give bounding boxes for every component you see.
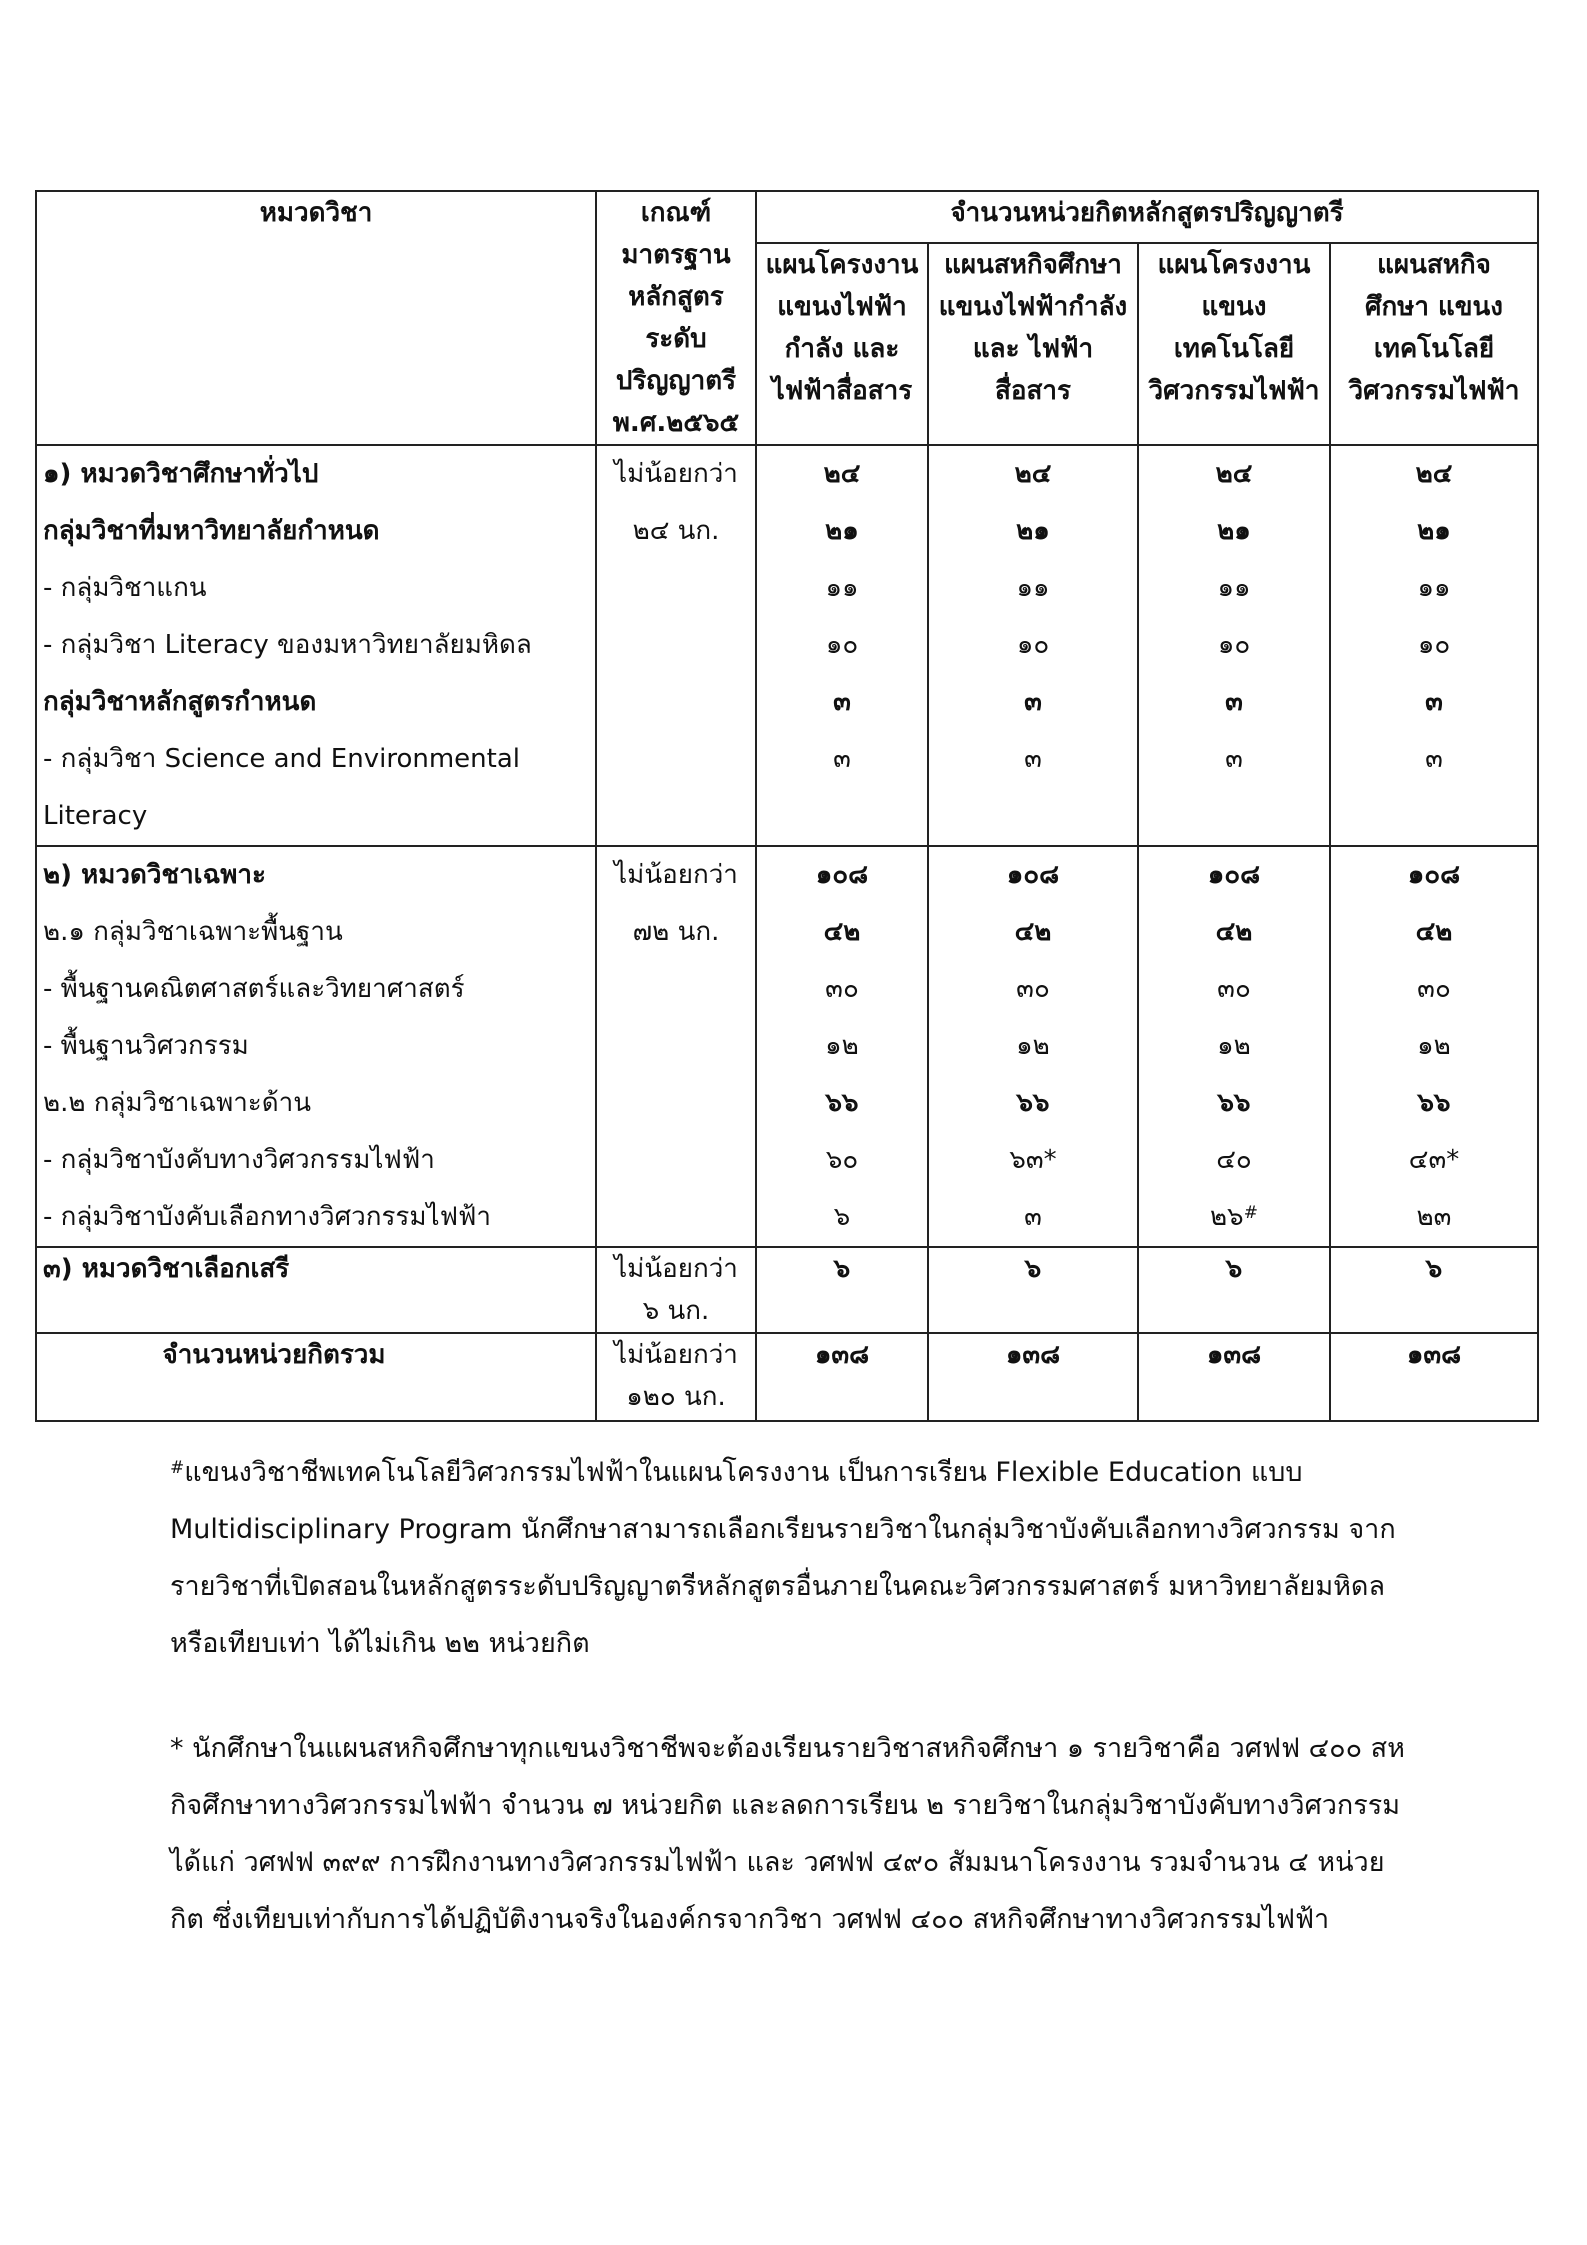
header-plan-line: ไฟฟ้าสื่อสาร	[771, 376, 913, 407]
header-criteria-line: เกณฑ์	[640, 198, 712, 228]
criteria-line: ๖ นก.	[642, 1296, 710, 1326]
row-value: ๔๒	[1330, 904, 1538, 961]
header-plan-line: และ ไฟฟ้าสื่อสาร	[972, 334, 1094, 407]
row-label: กลุ่มวิชาหลักสูตรกำหนด	[36, 674, 596, 731]
footnote-line: กิจศึกษาทางวิศวกรรมไฟฟ้า จำนวน ๗ หน่วยกิต และลดการเรียน ๒ รายวิชาในกลุ่มวิชาบังคับทางวิศวกรรม	[170, 1790, 1401, 1821]
header-plan-3	[1138, 243, 1330, 445]
footnote-line: ได้แก่ วศฟฟ ๓๙๙ การฝึกงานทางวิศวกรรมไฟฟ้า และ วศฟฟ ๔๙๐ สัมมนาโครงงาน รวมจำนวน ๔ หน่วย	[170, 1847, 1385, 1878]
header-plan-4	[1330, 243, 1538, 445]
row-value: ๑๑	[1330, 560, 1538, 617]
row-value: ๓๐	[756, 961, 928, 1018]
total-criteria	[596, 1333, 756, 1421]
row-value	[1330, 788, 1538, 846]
footnote-line: หรือเทียบเท่า ได้ไม่เกิน ๒๒ หน่วยกิต	[170, 1628, 590, 1659]
row-value: ๖๖	[928, 1075, 1138, 1132]
row-label: ๒) หมวดวิชาเฉพาะ	[36, 846, 596, 904]
row-label: กลุ่มวิชาที่มหาวิทยาลัยกำหนด	[36, 503, 596, 560]
row-label: ๒.๑ กลุ่มวิชาเฉพาะพื้นฐาน	[36, 904, 596, 961]
table-row	[36, 1075, 1538, 1132]
row-value: ๒๔	[756, 445, 928, 503]
section3-criteria	[596, 1247, 756, 1333]
row-value: ๖๓*	[928, 1132, 1138, 1189]
footnote-hash-mark: #	[1243, 1203, 1258, 1223]
criteria-line: ๑๒๐ นก.	[626, 1382, 726, 1412]
criteria-line: ไม่น้อยกว่า	[614, 860, 738, 890]
total-label: จำนวนหน่วยกิตรวม	[36, 1333, 596, 1421]
header-plan-1	[756, 243, 928, 445]
row-value: ๖๐	[756, 1132, 928, 1189]
row-label: - พื้นฐานวิศวกรรม	[36, 1018, 596, 1075]
row-value: ๓๐	[928, 961, 1138, 1018]
footnote-mark: #	[170, 1458, 185, 1478]
row-value	[1138, 788, 1330, 846]
row-value: ๑๐	[1330, 617, 1538, 674]
row-value: ๑๐	[1138, 617, 1330, 674]
row-value: ๒๑	[1138, 503, 1330, 560]
section1-criteria	[596, 445, 756, 846]
header-plan-line: เทคโนโลยี	[1173, 334, 1295, 365]
row-value: ๒๔	[928, 445, 1138, 503]
row-value: ๓	[928, 674, 1138, 731]
row-value: ๑๑	[756, 560, 928, 617]
header-criteria-line: หลักสูตรระดับ	[628, 282, 724, 354]
footnote-line: กิต ซึ่งเทียบเท่ากับการได้ปฏิบัติงานจริงในองค์กรจากวิชา วศฟฟ ๔๐๐ สหกิจศึกษาทางวิศวกรรมไฟฟ้า	[170, 1904, 1330, 1935]
row-value: ๑๒	[928, 1018, 1138, 1075]
table-row	[36, 1132, 1538, 1189]
table-row	[36, 1189, 1538, 1247]
header-criteria-line: ปริญญาตรี	[615, 366, 737, 396]
row-value: ๔๒	[928, 904, 1138, 961]
table-row	[36, 961, 1538, 1018]
row-value: ๑๐๘	[756, 846, 928, 904]
total-value: ๑๓๘	[928, 1333, 1138, 1421]
row-value: ๑๐๘	[1330, 846, 1538, 904]
section2-criteria	[596, 846, 756, 1247]
row-value: ๓	[756, 731, 928, 788]
criteria-line: ไม่น้อยกว่า	[614, 459, 738, 489]
header-plan-line: แผนสหกิจ	[1377, 250, 1491, 281]
row-value: ๑๐	[928, 617, 1138, 674]
row-value: ๒๔	[1138, 445, 1330, 503]
row-label: - พื้นฐานคณิตศาสตร์และวิทยาศาสตร์	[36, 961, 596, 1018]
table-row	[36, 904, 1538, 961]
header-credits-title: จำนวนหน่วยกิตหลักสูตรปริญญาตรี	[756, 191, 1538, 243]
table-row	[36, 1247, 1538, 1333]
row-value: ๔๐	[1138, 1132, 1330, 1189]
row-label: - กลุ่มวิชาบังคับเลือกทางวิศวกรรมไฟฟ้า	[36, 1189, 596, 1247]
row-value: ๖๖	[1138, 1075, 1330, 1132]
table-row	[36, 731, 1538, 788]
footnote-star	[170, 1720, 1410, 1948]
header-plan-line: แขนงไฟฟ้า	[777, 292, 907, 323]
row-value: ๖๖	[756, 1075, 928, 1132]
row-value: ๒๓	[1330, 1189, 1538, 1247]
criteria-line: ไม่น้อยกว่า	[614, 1254, 738, 1284]
header-plan-line: กำลัง และ	[784, 334, 900, 365]
row-value: ๒๑	[928, 503, 1138, 560]
row-value: ๓	[1138, 731, 1330, 788]
row-value: ๖	[756, 1247, 928, 1333]
total-value: ๑๓๘	[1330, 1333, 1538, 1421]
row-value: ๖๖	[1330, 1075, 1538, 1132]
footnote-line: #แขนงวิชาชีพเทคโนโลยีวิศวกรรมไฟฟ้าในแผนโครงงาน เป็นการเรียน Flexible Education แบบ	[170, 1457, 1303, 1488]
header-plan-line: วิศวกรรมไฟฟ้า	[1148, 376, 1320, 407]
row-value	[756, 788, 928, 846]
header-criteria-line: มาตรฐาน	[621, 240, 731, 270]
table-row-total	[36, 1333, 1538, 1421]
table-row	[36, 503, 1538, 560]
row-value	[928, 788, 1138, 846]
row-value: ๑๒	[756, 1018, 928, 1075]
row-value: ๓๐	[1330, 961, 1538, 1018]
row-label: ๒.๒ กลุ่มวิชาเฉพาะด้าน	[36, 1075, 596, 1132]
footnote-hash	[170, 1444, 1410, 1672]
total-value: ๑๓๘	[756, 1333, 928, 1421]
table-row	[36, 617, 1538, 674]
footnote-line: * นักศึกษาในแผนสหกิจศึกษาทุกแขนงวิชาชีพจะต้องเรียนรายวิชาสหกิจศึกษา ๑ รายวิชาคือ วศฟฟ ๔๐๐ สห	[170, 1733, 1405, 1764]
row-value: ๓	[1138, 674, 1330, 731]
row-label: - กลุ่มวิชาแกน	[36, 560, 596, 617]
row-value: ๒๖	[1210, 1202, 1244, 1232]
row-value-with-mark	[1138, 1189, 1330, 1247]
row-label: Literacy	[36, 788, 596, 846]
row-value: ๑๑	[1138, 560, 1330, 617]
header-plan-line: แผนโครงงาน	[1157, 250, 1311, 281]
total-value: ๑๓๘	[1138, 1333, 1330, 1421]
footnote-line: Multidisciplinary Program นักศึกษาสามารถเลือกเรียนรายวิชาในกลุ่มวิชาบังคับเลือกทางวิศวกรรม จาก	[170, 1514, 1396, 1545]
row-value: ๑๑	[928, 560, 1138, 617]
row-label: - กลุ่มวิชาบังคับทางวิศวกรรมไฟฟ้า	[36, 1132, 596, 1189]
row-value: ๑๐๘	[1138, 846, 1330, 904]
criteria-line: ๗๒ นก.	[632, 917, 720, 947]
row-label: - กลุ่มวิชา Science and Environmental	[36, 731, 596, 788]
header-subject-group: หมวดวิชา	[36, 191, 596, 445]
row-value: ๓	[1330, 731, 1538, 788]
row-value: ๒๔	[1330, 445, 1538, 503]
row-value: ๖	[756, 1189, 928, 1247]
row-value: ๓	[1330, 674, 1538, 731]
row-value: ๑๐๘	[928, 846, 1138, 904]
header-criteria-line: พ.ศ.๒๕๖๕	[612, 408, 740, 438]
criteria-line: ๒๔ นก.	[632, 516, 720, 546]
header-criteria	[596, 191, 756, 445]
header-plan-line: ศึกษา แขนง	[1364, 292, 1504, 323]
row-value: ๖	[928, 1247, 1138, 1333]
row-value: ๒๑	[756, 503, 928, 560]
row-value: ๓	[928, 731, 1138, 788]
table-header-row	[36, 191, 1538, 243]
row-value: ๓	[928, 1189, 1138, 1247]
table-row	[36, 674, 1538, 731]
row-value: ๖	[1138, 1247, 1330, 1333]
table-row	[36, 1018, 1538, 1075]
row-value: ๔๓*	[1330, 1132, 1538, 1189]
row-value: ๑๒	[1330, 1018, 1538, 1075]
row-label: ๓) หมวดวิชาเลือกเสรี	[36, 1247, 596, 1333]
table-row	[36, 846, 1538, 904]
criteria-line: ไม่น้อยกว่า	[614, 1340, 738, 1370]
header-plan-line: แขนง	[1201, 292, 1267, 323]
row-value: ๖	[1330, 1247, 1538, 1333]
row-value: ๑๐	[756, 617, 928, 674]
header-plan-line: เทคโนโลยี	[1373, 334, 1495, 365]
header-plan-line: วิศวกรรมไฟฟ้า	[1348, 376, 1520, 407]
row-value: ๔๒	[756, 904, 928, 961]
header-plan-2	[928, 243, 1138, 445]
row-label: ๑) หมวดวิชาศึกษาทั่วไป	[36, 445, 596, 503]
table-row	[36, 560, 1538, 617]
row-label: - กลุ่มวิชา Literacy ของมหาวิทยาลัยมหิดล	[36, 617, 596, 674]
table-row	[36, 445, 1538, 503]
row-value: ๓๐	[1138, 961, 1330, 1018]
table-row	[36, 788, 1538, 846]
row-value: ๓	[756, 674, 928, 731]
footnote-line: รายวิชาที่เปิดสอนในหลักสูตรระดับปริญญาตรีหลักสูตรอื่นภายในคณะวิศวกรรมศาสตร์ มหาวิทยาลัยมหิดล	[170, 1571, 1386, 1602]
row-value: ๒๑	[1330, 503, 1538, 560]
row-value: ๔๒	[1138, 904, 1330, 961]
row-value: ๑๒	[1138, 1018, 1330, 1075]
header-plan-line: แผนสหกิจศึกษา	[944, 250, 1122, 281]
header-plan-line: แขนงไฟฟ้ากำลัง	[938, 292, 1128, 323]
header-plan-line: แผนโครงงาน	[765, 250, 919, 281]
credits-table	[35, 190, 1539, 1422]
